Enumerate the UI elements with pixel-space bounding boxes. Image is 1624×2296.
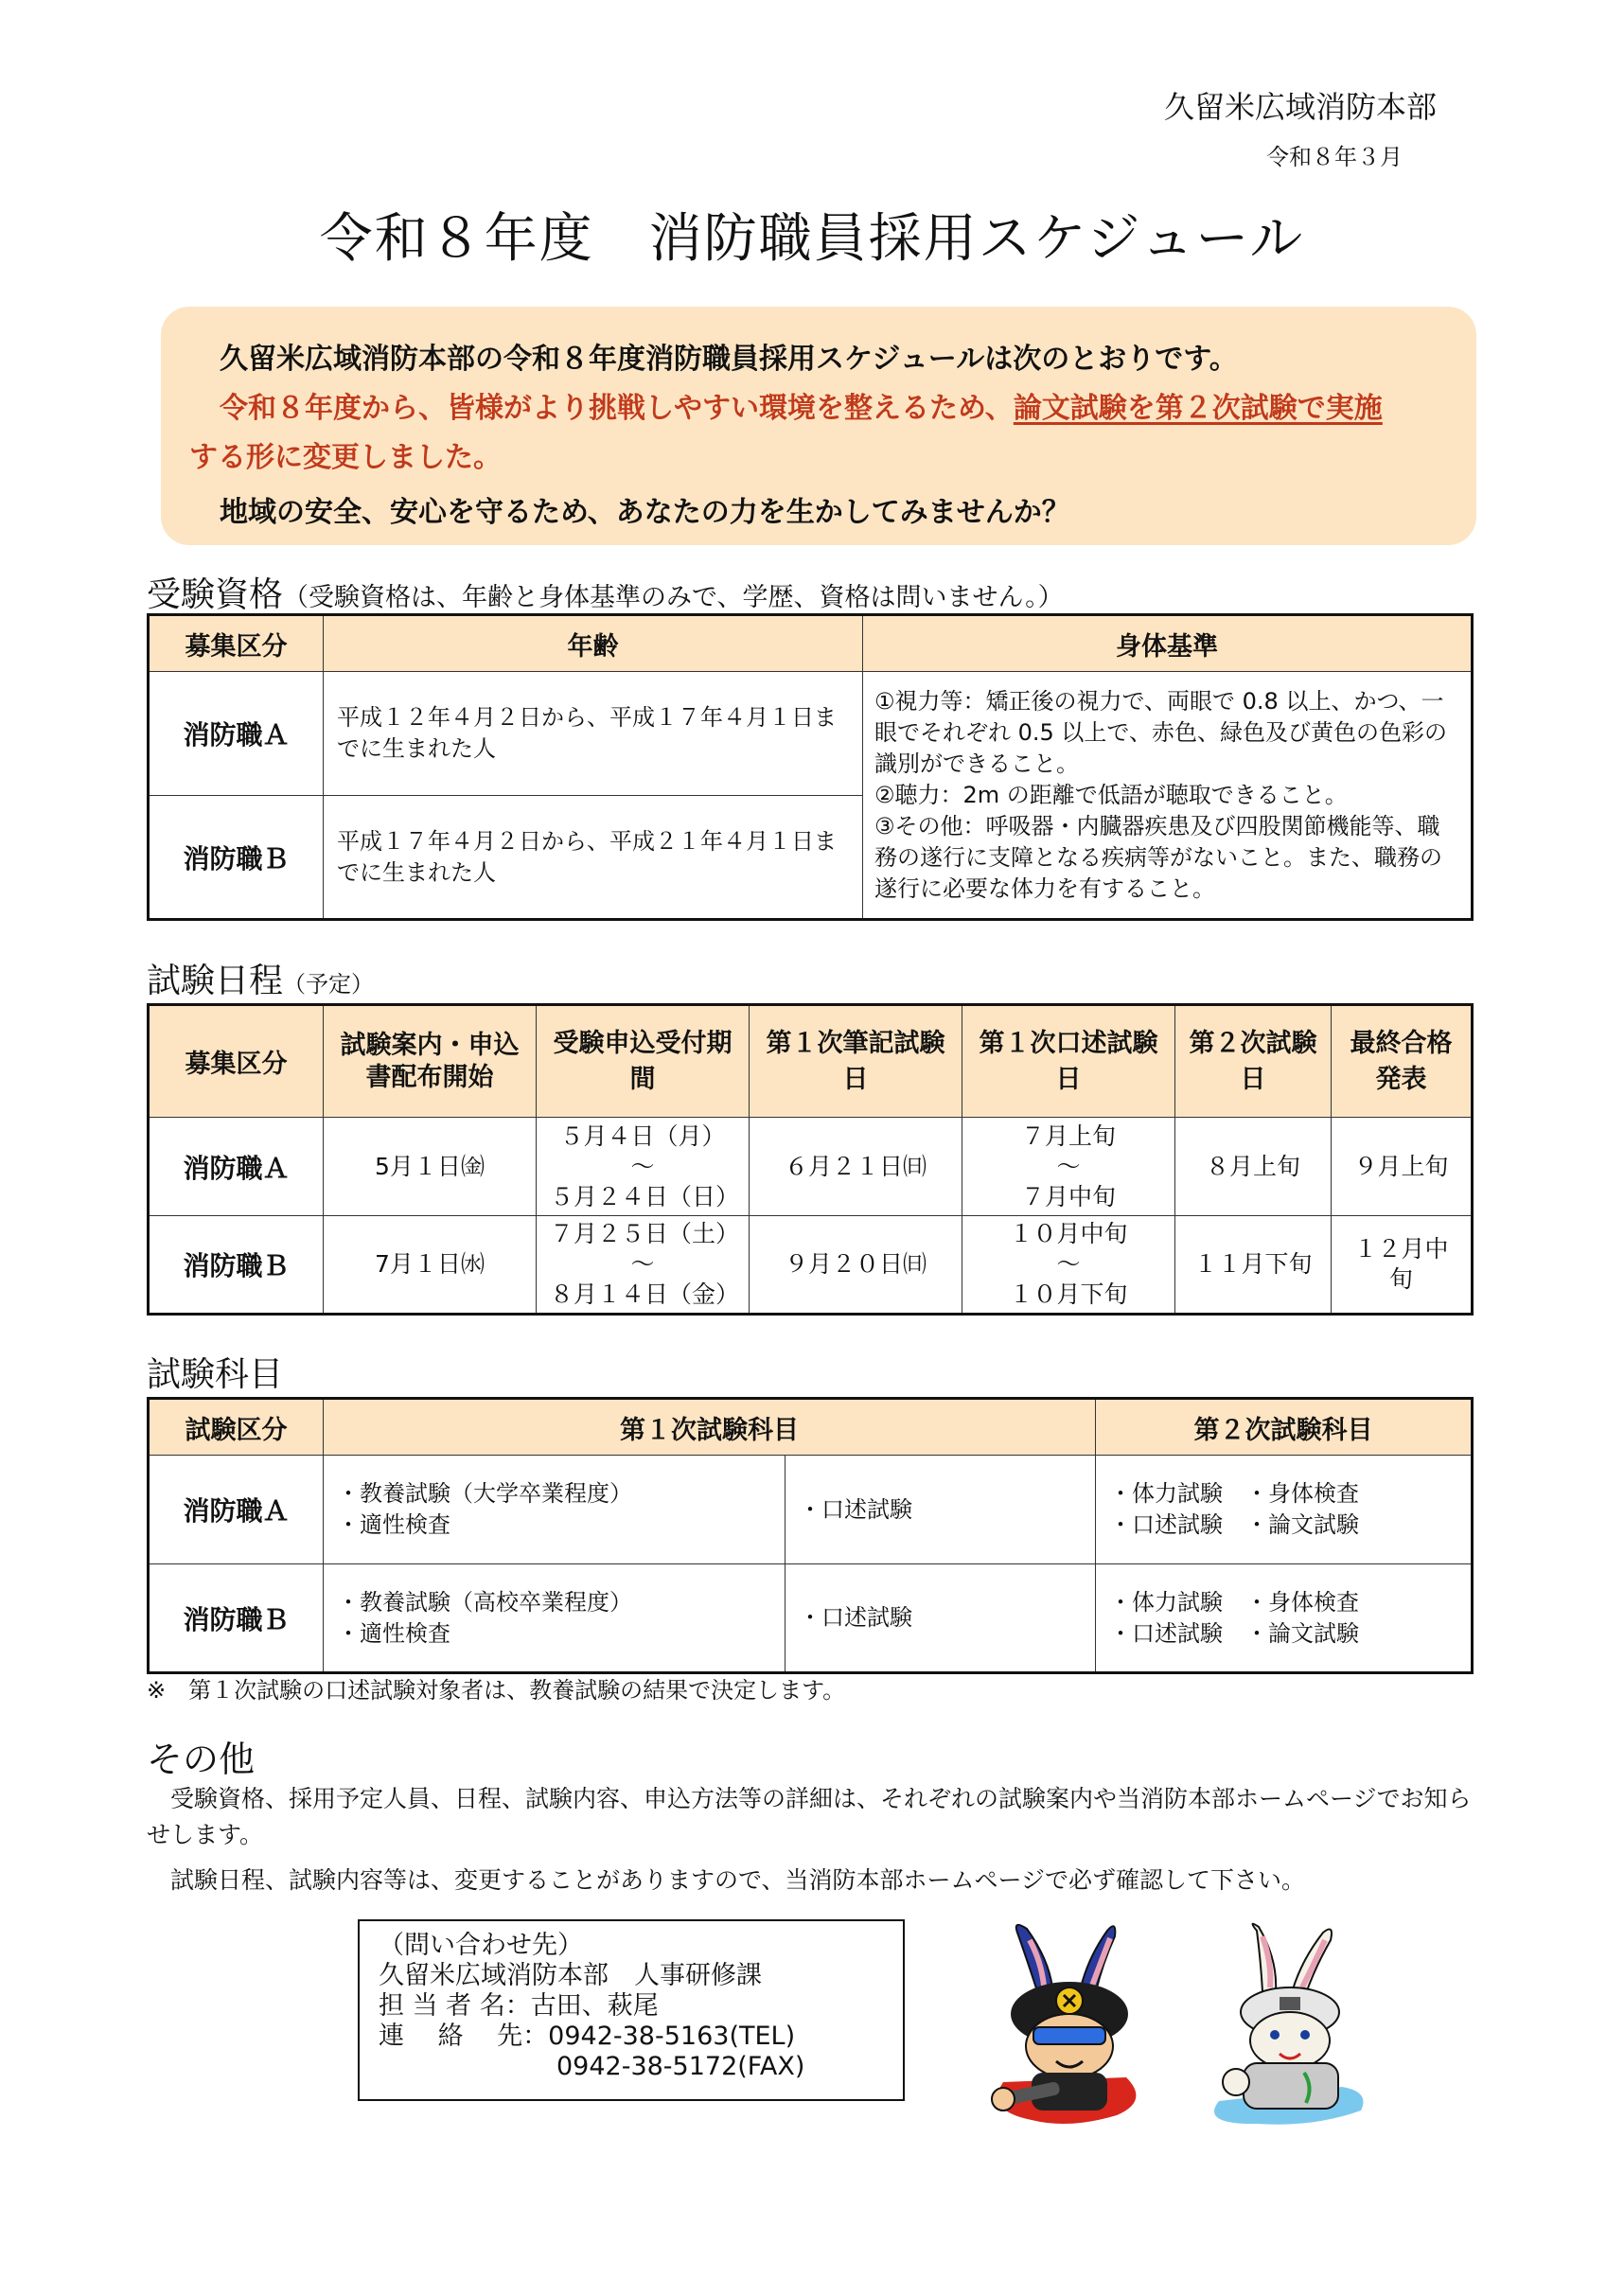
schedule-table: 募集区分 試験案内・申込書配布開始 受験申込受付期間 第１次筆記試験日 第１次口述試験日 第２次試験日 最終合格発表 消防職Ａ 5月１日㈮ ５月４日（月） ～ ５月２４日（日） ６月２１日㈰ ７月上旬 ～ ７月中旬 ８月上旬 ９月上旬 消防職Ｂ 7月１日㈬ ７月２５日（土） ～ ８月１４日（金） ９月２０日㈰ １０月中旬 ～ １０月下旬 １１月下旬 １２月中旬 xyxy=(147,1003,1474,1316)
intro-box xyxy=(161,307,1476,545)
other-paragraph-2: 試験日程、試験内容等は、変更することがありますので、当消防本部ホームページで必ず確認して下さい。 xyxy=(170,1866,1306,1894)
intro-line-1: 久留米広域消防本部の令和８年度消防職員採用スケジュールは次のとおりです。 xyxy=(220,343,1238,376)
contact-box xyxy=(358,1919,905,2101)
firefighter-mascot-illustration xyxy=(975,1921,1164,2129)
contact-tel: 連 絡 先：0942-38-5163(TEL) xyxy=(379,2022,796,2051)
other-heading: その他 xyxy=(147,1739,256,1780)
intro-highlight: 論文試験を第２次試験で実施 xyxy=(1013,392,1383,425)
schedule-heading: 試験日程（予定） xyxy=(147,962,375,1000)
header-age: 年齢 xyxy=(324,615,863,672)
qualification-table xyxy=(147,613,1474,921)
organization-name: 久留米広域消防本部 xyxy=(1164,89,1438,125)
table-row: 消防職Ａ ・教養試験（大学卒業程度） ・適性検査 ・口述試験 ・体力試験 ・身体検査 ・口述試験 ・論文試験 xyxy=(149,1456,1473,1564)
intro-line-2: 令和８年度から、皆様がより挑戦しやすい環境を整えるため、論文試験を第２次試験で実施 xyxy=(220,392,1383,425)
contact-fax: 0942-38-5172(FAX) xyxy=(556,2052,805,2081)
table-row: 消防職Ｂ ・教養試験（高校卒業程度） ・適性検査 ・口述試験 ・体力試験 ・身体検査 ・口述試験 ・論文試験 xyxy=(149,1564,1473,1673)
qualification-heading: 受験資格（受験資格は、年齢と身体基準のみで、学歴、資格は問いません。） xyxy=(147,575,1064,614)
intro-line-3: する形に変更しました。 xyxy=(189,441,502,474)
issue-date: 令和８年３月 xyxy=(1266,144,1403,170)
physical-criteria: ①視力等：矯正後の視力で、両眼で 0.8 以上、かつ、一眼でそれぞれ 0.5 以上で、赤色、緑色及び黄色の色彩の識別ができること。 ②聴力：2m の距離で低語が聴取できること。 ③その他：呼吸器・内臓器疾患及び四股関節機能等、職務の遂行に支障となる疾病等がないこと。また、職務の遂行に必要な体力を有すること。 xyxy=(863,672,1473,920)
subjects-footnote: ※ 第１次試験の口述試験対象者は、教養試験の結果で決定します。 xyxy=(147,1677,846,1704)
subjects-heading: 試験科目 xyxy=(147,1355,284,1394)
header-physical: 身体基準 xyxy=(863,615,1473,672)
header-category: 募集区分 xyxy=(149,615,324,672)
page-title: 令和８年度 消防職員採用スケジュール xyxy=(319,208,1305,270)
table-row: 消防職Ａ 5月１日㈮ ５月４日（月） ～ ５月２４日（日） ６月２１日㈰ ７月上旬 ～ ７月中旬 ８月上旬 ９月上旬 xyxy=(149,1118,1473,1216)
table-row: 消防職Ａ 平成１２年４月２日から、平成１７年４月１日までに生まれた人 ①視力等：矯正後の視力で、両眼で 0.8 以上、かつ、一眼でそれぞれ 0.5 以上で、赤色、緑色及び黄色の色彩の識別ができること。 ②聴力：2m の距離で低語が聴取できること。 ③その他：呼吸器・内臓器疾患及び四股関節機能等、職務の遂行に支障となる疾病等がないこと。また、職務の遂行に必要な体力を有すること。 xyxy=(149,672,1473,796)
intro-line-4: 地域の安全、安心を守るため、あなたの力を生かしてみませんか？ xyxy=(220,496,1070,529)
contact-person: 担 当 者 名：古田、萩尾 xyxy=(379,1991,659,2021)
contact-dept: 久留米広域消防本部 人事研修課 xyxy=(379,1961,762,1990)
table-row: 消防職Ｂ 7月１日㈬ ７月２５日（土） ～ ８月１４日（金） ９月２０日㈰ １０月中旬 ～ １０月下旬 １１月下旬 １２月中旬 xyxy=(149,1216,1473,1315)
other-paragraph-1: 受験資格、採用予定人員、日程、試験内容、申込方法等の詳細は、それぞれの試験案内や当消防本部ホームページでお知らせします。 xyxy=(147,1785,1472,1848)
contact-title: （問い合わせ先） xyxy=(379,1931,583,1960)
table-row: 消防職Ｂ 平成１７年４月２日から、平成２１年４月１日までに生まれた人 xyxy=(149,796,1473,920)
rescue-mascot-illustration xyxy=(1181,1921,1380,2129)
subjects-table: 試験区分 第１次試験科目 第２次試験科目 消防職Ａ ・教養試験（大学卒業程度） ・適性検査 ・口述試験 ・体力試験 ・身体検査 ・口述試験 ・論文試験 消防職Ｂ ・教養試験（高校卒業程度） ・適性検査 ・口述試験 ・体力試験 ・身体検査 ・口述試験 ・論文試験 xyxy=(147,1397,1474,1674)
